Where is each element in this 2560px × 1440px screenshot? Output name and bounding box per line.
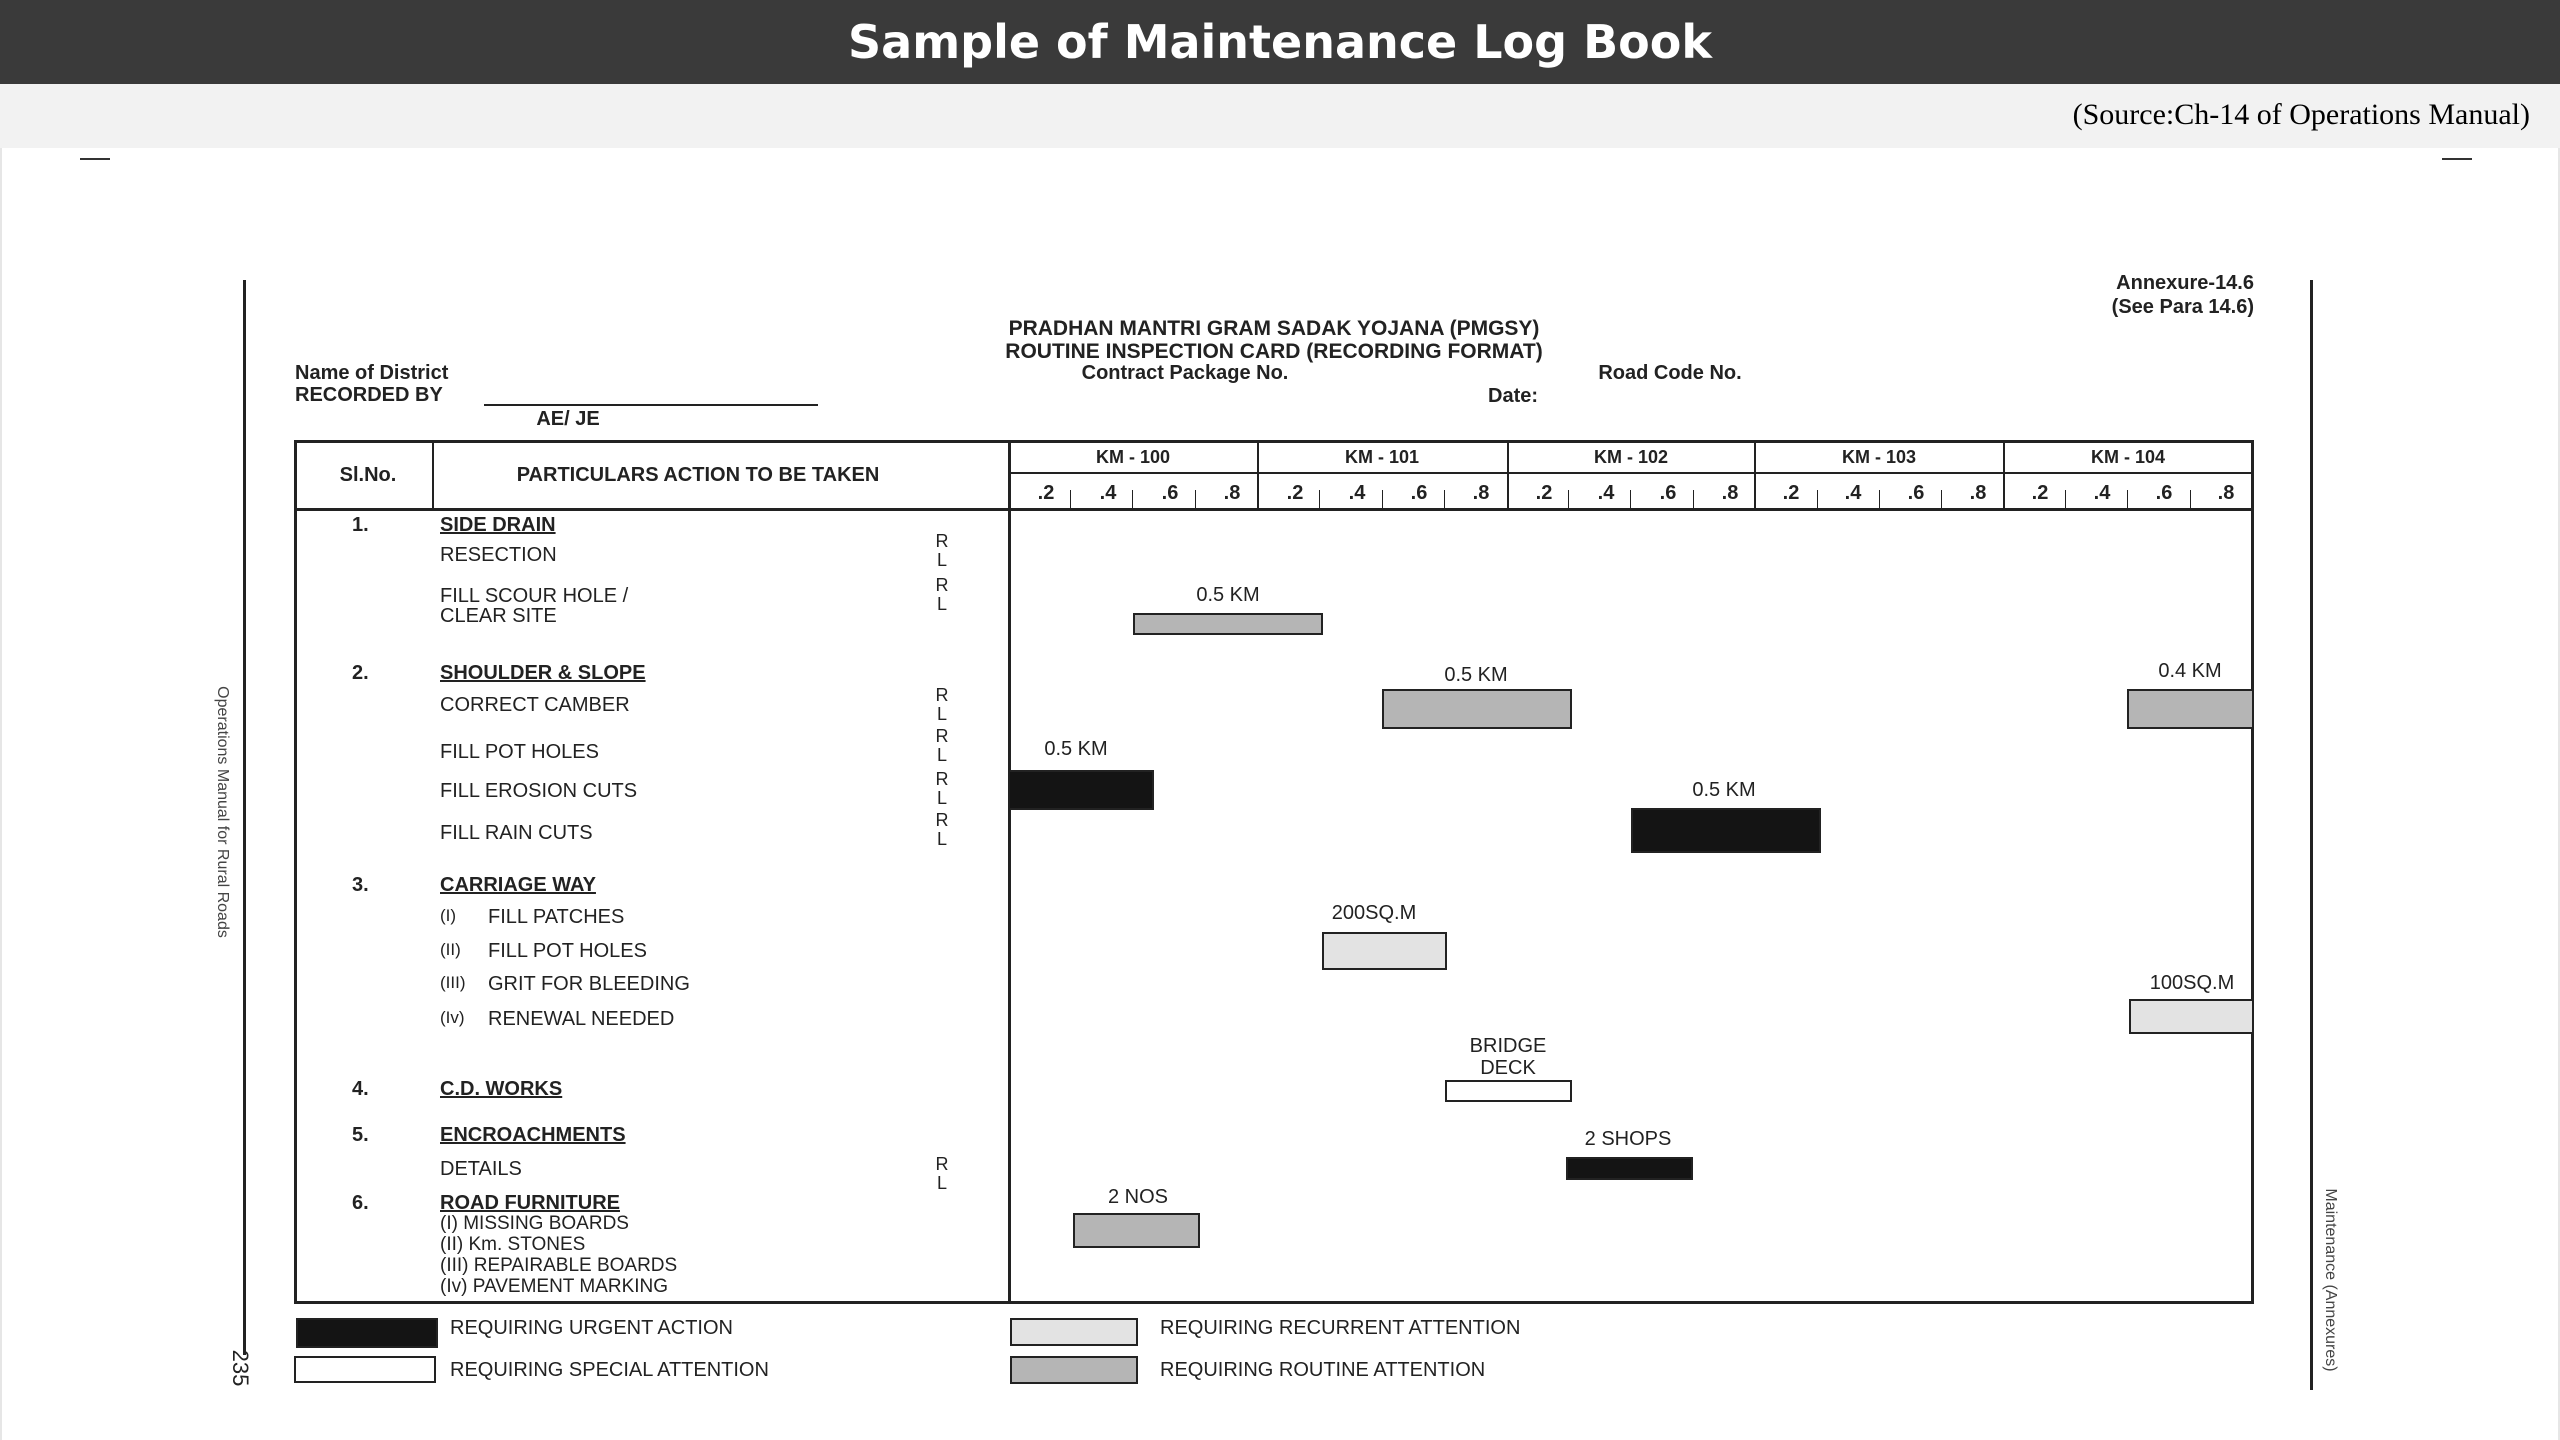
contract-package-label: Contract Package No. <box>1081 362 1289 384</box>
km-header: KM - 104 <box>2090 447 2166 467</box>
rl-mark: L <box>936 829 947 849</box>
recorded-by-label: RECORDED BY <box>295 384 443 406</box>
sub-tick: .8 <box>1472 482 1490 504</box>
item-label: RENEWAL NEEDED <box>488 1008 675 1030</box>
bar-special <box>1445 1080 1572 1102</box>
section-title: ENCROACHMENTS <box>440 1124 626 1146</box>
side-label-right: Maintenance (Annexures) <box>2322 1188 2339 1372</box>
bar-routine <box>1073 1213 1200 1248</box>
page-number: 235 <box>228 1349 253 1387</box>
rl-mark: R <box>935 726 949 746</box>
card-title: ROUTINE INSPECTION CARD (RECORDING FORMAT) <box>1005 340 1543 363</box>
recorded-by-line <box>484 404 818 406</box>
legend-label-recurrent: REQUIRING RECURRENT ATTENTION <box>1160 1317 1521 1339</box>
bar-label: BRIDGE <box>1469 1035 1547 1057</box>
date-label: Date: <box>1488 385 1539 407</box>
sub-tick: .8 <box>1969 482 1987 504</box>
item-label: DETAILS <box>440 1158 522 1180</box>
header-bottom-rule <box>294 508 2254 511</box>
sub-tick: .6 <box>1659 482 1677 504</box>
district-label: Name of District <box>295 362 449 384</box>
slide-title-bar <box>0 0 2560 84</box>
rl-mark: R <box>935 810 949 830</box>
roman-numeral: (II) <box>440 940 461 959</box>
crop-mark-right <box>2442 158 2472 160</box>
sub-tick: .4 <box>1099 482 1117 504</box>
sub-tick: .6 <box>1907 482 1925 504</box>
bar-urgent <box>1631 808 1821 853</box>
item-label: FILL POT HOLES <box>488 940 647 962</box>
bar-routine <box>1382 689 1572 729</box>
side-label-left: Operations Manual for Rural Roads <box>214 686 231 938</box>
rl-mark: L <box>936 788 947 808</box>
bar-recurrent <box>2129 999 2254 1034</box>
see-para-label: (See Para 14.6) <box>2111 296 2254 318</box>
rl-mark: L <box>936 550 947 570</box>
bar-label: 0.5 KM <box>1044 738 1108 760</box>
km-row-rule <box>1008 472 2254 474</box>
section-title: C.D. WORKS <box>440 1078 563 1100</box>
item-label: FILL PATCHES <box>488 906 625 928</box>
sub-tick: .8 <box>1721 482 1739 504</box>
section-title: SIDE DRAIN <box>440 514 556 536</box>
item-label: FILL RAIN CUTS <box>440 822 593 844</box>
legend-label-routine: REQUIRING ROUTINE ATTENTION <box>1160 1359 1486 1381</box>
bar-label: 0.5 KM <box>1444 664 1508 686</box>
km-header: KM - 101 <box>1344 447 1420 467</box>
section-number: 5. <box>352 1124 369 1146</box>
sub-tick: .2 <box>1782 482 1800 504</box>
rl-mark: R <box>935 575 949 595</box>
slide-title: Sample of Maintenance Log Book <box>848 15 1712 69</box>
legend-swatch-recurrent <box>1010 1318 1138 1346</box>
item-label: CORRECT CAMBER <box>440 694 630 716</box>
bar-recurrent <box>1322 932 1447 970</box>
sub-tick: .2 <box>2031 482 2049 504</box>
item-label: FILL SCOUR HOLE / <box>440 585 629 607</box>
bar-label: 200SQ.M <box>1331 902 1417 924</box>
legend-swatch-routine <box>1010 1356 1138 1384</box>
ae-je-label: AE/ JE <box>536 408 600 430</box>
rl-mark: R <box>935 1154 949 1174</box>
legend-label-urgent: REQUIRING URGENT ACTION <box>450 1317 733 1339</box>
sub-tick: .2 <box>1286 482 1304 504</box>
bar-label: DECK <box>1480 1057 1536 1079</box>
item-label: RESECTION <box>440 544 557 566</box>
km-sep-1 <box>1257 440 1259 510</box>
legend-swatch-urgent <box>296 1318 438 1348</box>
bar-label: 2 SHOPS <box>1584 1128 1672 1150</box>
scheme-title: PRADHAN MANTRI GRAM SADAK YOJANA (PMGSY) <box>1008 317 1540 340</box>
km-sep-4 <box>2003 440 2005 510</box>
km-sep-2 <box>1507 440 1509 510</box>
section-number: 1. <box>352 514 369 536</box>
rl-mark: L <box>936 745 947 765</box>
rl-mark: L <box>936 1173 947 1193</box>
section-number: 2. <box>352 662 369 684</box>
source-bar <box>0 84 2560 148</box>
bar-label: 0.5 KM <box>1692 779 1756 801</box>
section-number: 4. <box>352 1078 369 1100</box>
section-number: 3. <box>352 874 369 896</box>
legend-label-special: REQUIRING SPECIAL ATTENTION <box>450 1359 769 1381</box>
item-label: (III) REPAIRABLE BOARDS <box>440 1255 678 1276</box>
km-header: KM - 103 <box>1841 447 1917 467</box>
item-label: (II) Km. STONES <box>440 1234 586 1255</box>
rl-mark: R <box>935 685 949 705</box>
sub-tick: .6 <box>1161 482 1179 504</box>
annexure-label: Annexure-14.6 <box>2116 272 2254 294</box>
crop-mark-left <box>80 158 110 160</box>
bar-label: 0.5 KM <box>1196 584 1260 606</box>
rl-mark: R <box>935 531 949 551</box>
item-label: FILL POT HOLES <box>440 741 599 763</box>
inspection-table <box>294 440 2254 1304</box>
road-code-label: Road Code No. <box>1598 362 1742 384</box>
bar-urgent <box>1566 1157 1693 1180</box>
sub-tick: .4 <box>1348 482 1366 504</box>
roman-numeral: (I) <box>440 906 457 925</box>
bar-label: 2 NOS <box>1107 1186 1169 1208</box>
sub-tick: .2 <box>1037 482 1055 504</box>
col-header-particulars: PARTICULARS ACTION TO BE TAKEN <box>516 464 880 486</box>
rl-mark: L <box>936 704 947 724</box>
doc-right-rule <box>2310 280 2313 1390</box>
km-header: KM - 102 <box>1593 447 1669 467</box>
section-title: ROAD FURNITURE <box>440 1192 620 1214</box>
item-label: FILL EROSION CUTS <box>440 780 638 802</box>
slno-col-rule <box>432 440 434 510</box>
section-number: 6. <box>352 1192 369 1214</box>
col-header-slno: Sl.No. <box>339 464 397 486</box>
sub-tick: .8 <box>2217 482 2235 504</box>
sub-tick: .8 <box>1223 482 1241 504</box>
bar-label: 100SQ.M <box>2149 972 2235 994</box>
item-label: GRIT FOR BLEEDING <box>488 973 690 995</box>
bar-routine <box>1133 613 1323 635</box>
sub-tick: .2 <box>1535 482 1553 504</box>
item-label: CLEAR SITE <box>440 605 557 627</box>
roman-numeral: (Iv) <box>440 1008 465 1027</box>
section-title: SHOULDER & SLOPE <box>440 662 646 684</box>
km-sep-3 <box>1754 440 1756 510</box>
doc-left-rule <box>243 280 246 1355</box>
section-title: CARRIAGE WAY <box>440 874 596 896</box>
item-label: (I) MISSING BOARDS <box>440 1213 629 1234</box>
rl-mark: L <box>936 594 947 614</box>
sub-tick: .4 <box>1597 482 1615 504</box>
item-label: (Iv) PAVEMENT MARKING <box>440 1276 669 1297</box>
sub-tick: .6 <box>2155 482 2173 504</box>
legend-swatch-special <box>294 1356 436 1383</box>
bar-label: 0.4 KM <box>2158 660 2222 682</box>
rl-mark: R <box>935 769 949 789</box>
km-header: KM - 100 <box>1095 447 1171 467</box>
bar-routine <box>2127 689 2254 729</box>
sub-tick: .4 <box>2093 482 2111 504</box>
left-edge <box>0 148 2 1440</box>
source-note: (Source:Ch-14 of Operations Manual) <box>2072 98 2530 131</box>
bar-urgent <box>1008 770 1154 810</box>
sub-tick: .4 <box>1844 482 1862 504</box>
particulars-col-rule <box>1008 440 1011 1304</box>
roman-numeral: (III) <box>440 973 466 992</box>
sub-tick: .6 <box>1410 482 1428 504</box>
